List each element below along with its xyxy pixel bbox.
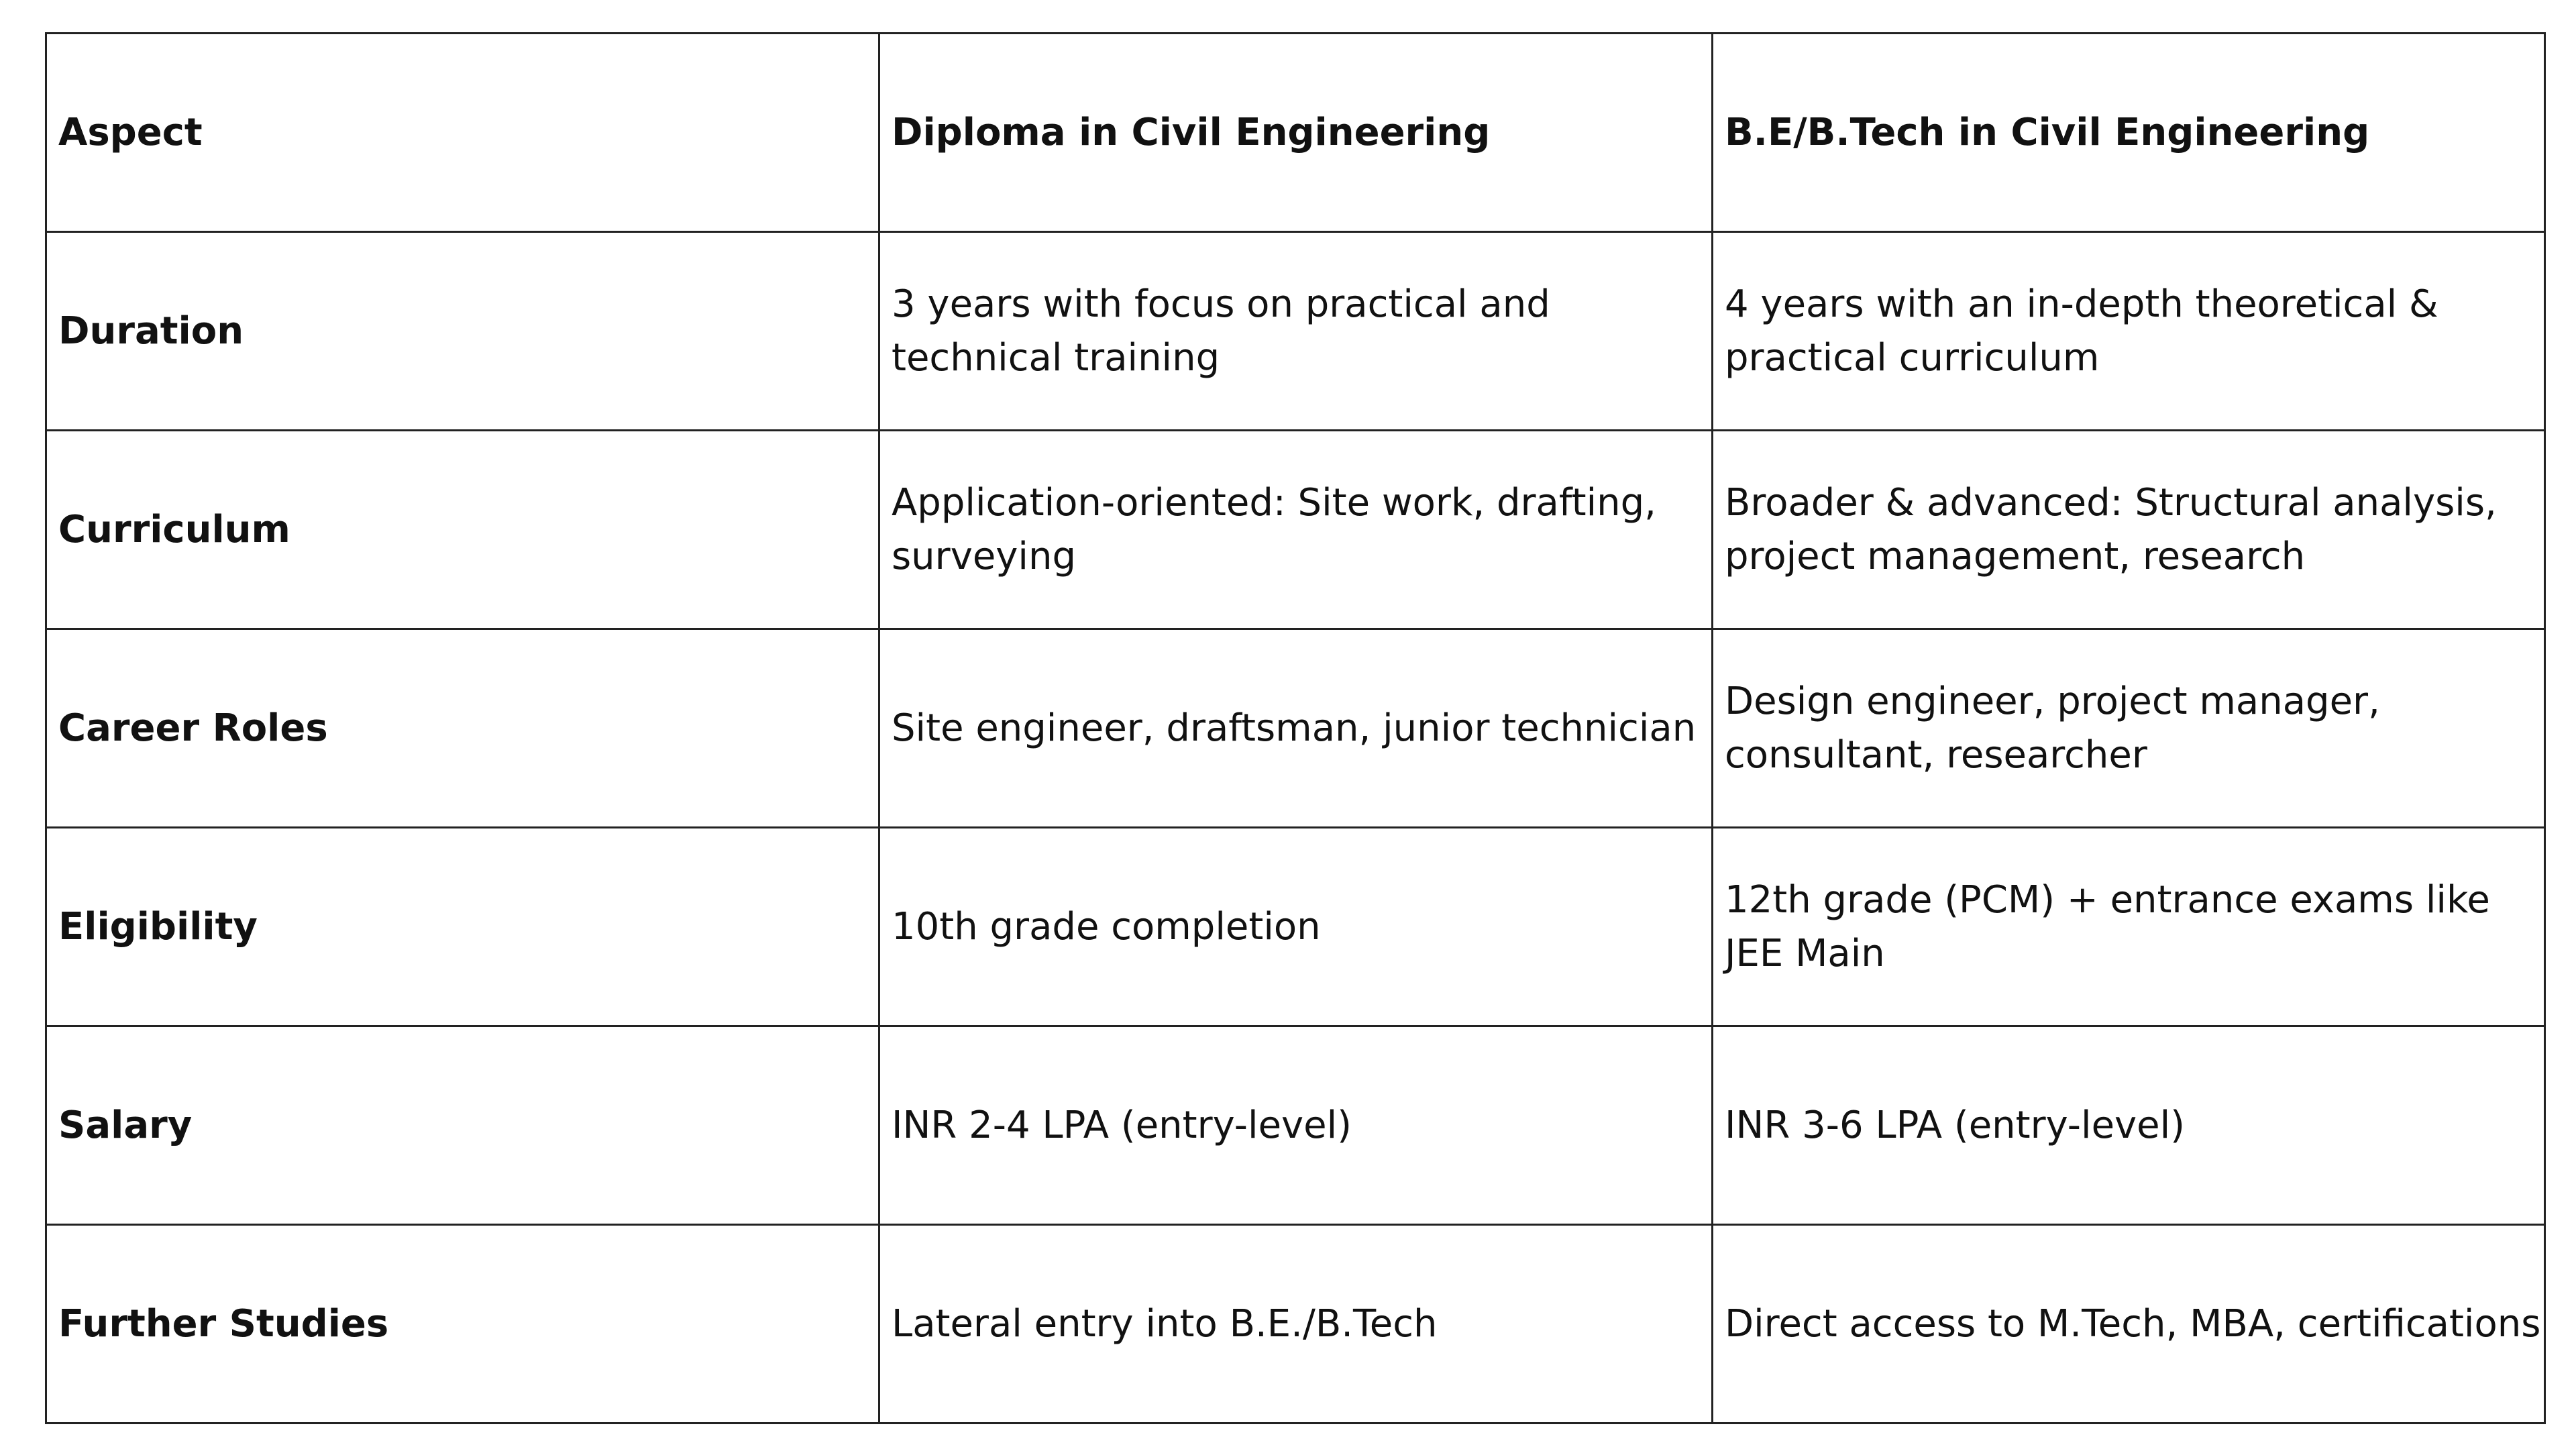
row-diploma: Site engineer, draftsman, junior technician: [879, 629, 1713, 828]
row-btech: Design engineer, project manager, consultant, researcher: [1713, 629, 2545, 828]
comparison-table: [45, 32, 2546, 1424]
row-btech: 4 years with an in-depth theoretical & practical curriculum: [1713, 232, 2545, 431]
row-diploma: Lateral entry into B.E./B.Tech: [879, 1225, 1713, 1424]
row-btech: Direct access to M.Tech, MBA, certifications: [1713, 1225, 2545, 1424]
row-diploma: Application-oriented: Site work, drafting, surveying: [879, 431, 1713, 629]
row-btech: INR 3-6 LPA (entry-level): [1713, 1026, 2545, 1225]
row-diploma: 10th grade completion: [879, 828, 1713, 1026]
row-diploma: INR 2-4 LPA (entry-level): [879, 1026, 1713, 1225]
table-row: [46, 828, 2545, 1026]
table-header-row: [46, 34, 2545, 232]
row-aspect: Career Roles: [46, 629, 879, 828]
table-row: [46, 1026, 2545, 1225]
row-aspect: Curriculum: [46, 431, 879, 629]
header-diploma: Diploma in Civil Engineering: [879, 34, 1713, 232]
table-row: [46, 1225, 2545, 1424]
row-aspect: Duration: [46, 232, 879, 431]
table-row: [46, 431, 2545, 629]
header-aspect: Aspect: [46, 34, 879, 232]
row-aspect: Salary: [46, 1026, 879, 1225]
row-diploma: 3 years with focus on practical and technical training: [879, 232, 1713, 431]
row-btech: Broader & advanced: Structural analysis, project management, research: [1713, 431, 2545, 629]
header-btech: B.E/B.Tech in Civil Engineering: [1713, 34, 2545, 232]
table-row: [46, 232, 2545, 431]
row-aspect: Eligibility: [46, 828, 879, 1026]
row-aspect: Further Studies: [46, 1225, 879, 1424]
table-row: [46, 629, 2545, 828]
row-btech: 12th grade (PCM) + entrance exams like JEE Main: [1713, 828, 2545, 1026]
